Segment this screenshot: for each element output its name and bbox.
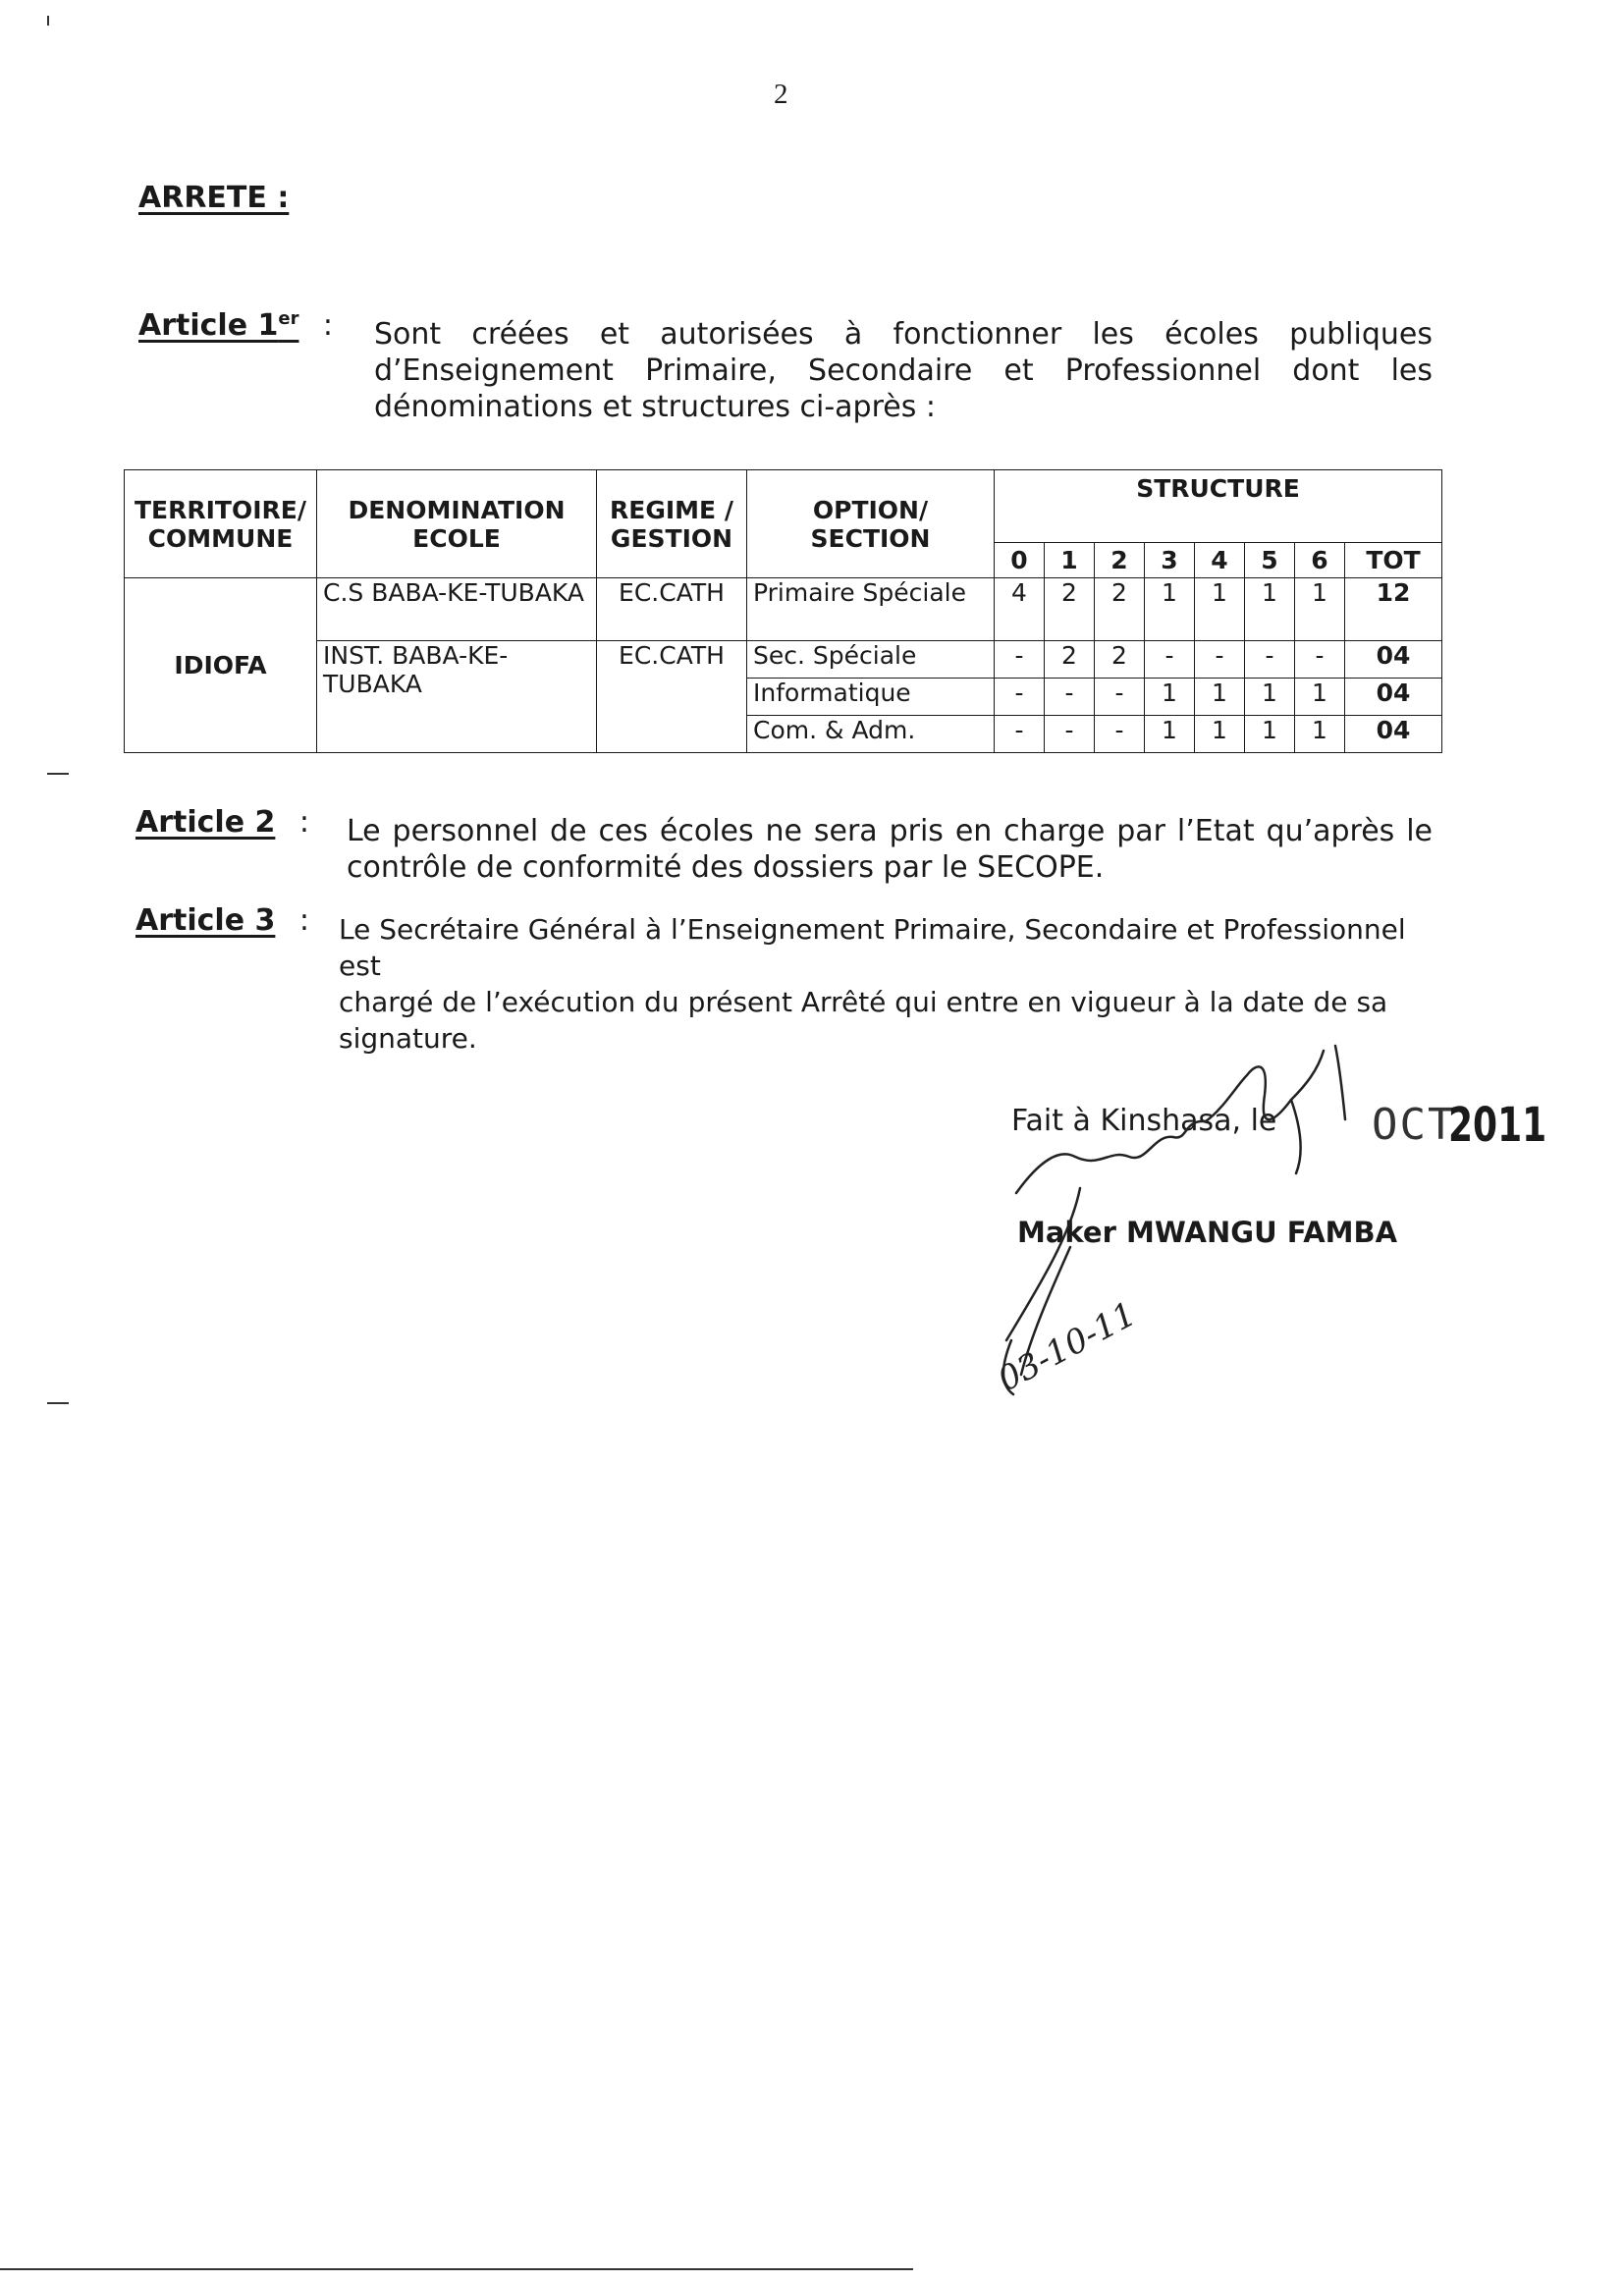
place-date-text: Fait à Kinshasa, le <box>1011 1104 1277 1138</box>
page-number: 2 <box>774 79 788 110</box>
article-3-line: signature. <box>339 1022 477 1055</box>
header-level: 3 <box>1145 543 1195 578</box>
header-level: 4 <box>1195 543 1245 578</box>
article-1-label: Article 1er : <box>138 308 334 343</box>
level-cell: 1 <box>1295 679 1345 716</box>
level-cell: - <box>1245 641 1295 679</box>
article-3-line: Le Secrétaire Général à l’Enseignement Primaire, Secondaire et Professionnel est <box>339 913 1406 982</box>
total-cell: 04 <box>1345 641 1442 679</box>
header-denomination: DENOMINATION ECOLE <box>317 470 597 578</box>
level-cell: - <box>1045 716 1095 753</box>
level-cell: 1 <box>1145 716 1195 753</box>
level-cell: - <box>1095 679 1145 716</box>
article-3-label: Article 3 : <box>135 903 309 938</box>
header-level: 2 <box>1095 543 1145 578</box>
option-cell: Com. & Adm. <box>747 716 995 753</box>
school-name: INST. BABA-KE-TUBAKA <box>317 641 597 753</box>
total-cell: 04 <box>1345 679 1442 716</box>
level-cell: 2 <box>1045 641 1095 679</box>
level-cell: 1 <box>1195 716 1245 753</box>
territoire-cell: IDIOFA <box>125 578 317 753</box>
level-cell: - <box>995 679 1045 716</box>
level-cell: - <box>1295 641 1345 679</box>
option-cell: Primaire Spéciale <box>747 578 995 641</box>
header-option: OPTION/ SECTION <box>747 470 995 578</box>
schools-structure-table <box>124 469 1442 753</box>
header-total: TOT <box>1345 543 1442 578</box>
header-level: 6 <box>1295 543 1345 578</box>
article-2-line: Le personnel de ces écoles ne sera pris en charge par l’Etat qu’après le <box>347 814 1433 848</box>
header-level: 1 <box>1045 543 1095 578</box>
level-cell: 1 <box>1145 578 1195 641</box>
level-cell: 1 <box>1195 578 1245 641</box>
header-regime: REGIME / GESTION <box>597 470 747 578</box>
level-cell: - <box>995 716 1045 753</box>
level-cell: 1 <box>1145 679 1195 716</box>
article-2-line: contrôle de conformité des dossiers par le SECOPE. <box>347 850 1105 885</box>
article-1-line: Sont créées et autorisées à fonctionner les écoles publiques <box>374 317 1433 352</box>
level-cell: 2 <box>1095 641 1145 679</box>
header-structure: STRUCTURE <box>995 470 1442 543</box>
level-cell: 1 <box>1195 679 1245 716</box>
level-cell: - <box>1145 641 1195 679</box>
scan-mark-top-left <box>47 16 49 26</box>
handwritten-date: 03-10-11 <box>992 1294 1143 1400</box>
level-cell: 1 <box>1245 716 1295 753</box>
level-cell: 4 <box>995 578 1045 641</box>
regime-cell: EC.CATH <box>597 641 747 753</box>
level-cell: 1 <box>1245 679 1295 716</box>
scan-mark-bottom <box>0 2268 913 2270</box>
article-1-text <box>374 316 1433 425</box>
option-cell: Informatique <box>747 679 995 716</box>
article-1-line: d’Enseignement Primaire, Secondaire et Professionnel dont les <box>374 353 1433 388</box>
level-cell: - <box>1195 641 1245 679</box>
handwritten-signature <box>952 1041 1522 1453</box>
article-1-superscript: er <box>278 308 299 329</box>
scan-mark-left-2 <box>47 1402 69 1404</box>
date-stamp-year: 2011 <box>1448 1098 1547 1153</box>
table-row <box>125 578 1442 641</box>
level-cell: - <box>1095 716 1145 753</box>
level-cell: 1 <box>1295 716 1345 753</box>
article-2-label: Article 2 : <box>135 805 309 840</box>
level-cell: 1 <box>1295 578 1345 641</box>
signer-name: Maker MWANGU FAMBA <box>1017 1216 1398 1249</box>
arrete-heading: ARRETE : <box>138 181 290 215</box>
date-stamp-month: OCT <box>1372 1100 1456 1150</box>
regime-cell: EC.CATH <box>597 578 747 641</box>
scan-mark-left-1 <box>47 773 69 775</box>
article-3-line: chargé de l’exécution du présent Arrêté qui entre en vigueur à la date de sa <box>339 986 1388 1018</box>
table-row <box>125 641 1442 679</box>
level-cell: - <box>995 641 1045 679</box>
total-cell: 04 <box>1345 716 1442 753</box>
level-cell: 2 <box>1045 578 1095 641</box>
article-2-text <box>347 813 1433 886</box>
article-3-text <box>339 911 1419 1057</box>
header-level: 5 <box>1245 543 1295 578</box>
school-name: C.S BABA-KE-TUBAKA <box>317 578 597 641</box>
article-1-line: dénominations et structures ci-après : <box>374 390 937 424</box>
option-cell: Sec. Spéciale <box>747 641 995 679</box>
header-territoire: TERRITOIRE/ COMMUNE <box>125 470 317 578</box>
level-cell: 1 <box>1245 578 1295 641</box>
level-cell: - <box>1045 679 1095 716</box>
header-level: 0 <box>995 543 1045 578</box>
level-cell: 2 <box>1095 578 1145 641</box>
total-cell: 12 <box>1345 578 1442 641</box>
